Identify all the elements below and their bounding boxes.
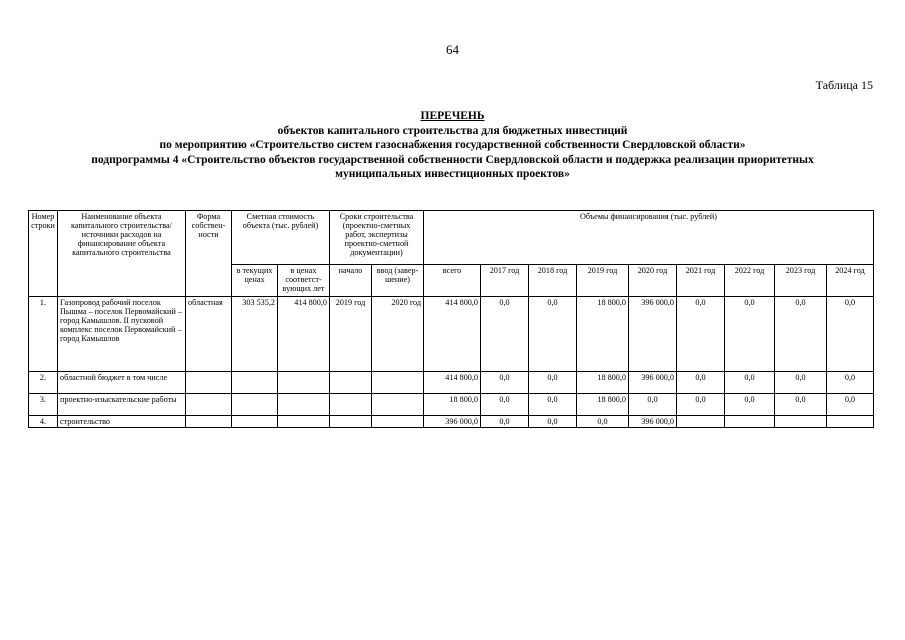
year-value: 18 800,0 <box>577 297 629 372</box>
row-number: 2. <box>29 372 58 394</box>
funding-table <box>28 210 874 428</box>
year-value: 0,0 <box>775 297 827 372</box>
year-value: 0,0 <box>481 416 529 428</box>
header-funding: Объемы финансирования (тыс. рублей) <box>424 211 874 265</box>
header-year: 2020 год <box>629 265 677 297</box>
header-terms: Сроки строительства (проектно-сметных работ, экспертизы проектно-сметной документации) <box>330 211 424 265</box>
header-term-end: ввод (завер-шение) <box>372 265 424 297</box>
total: 414 800,0 <box>424 372 481 394</box>
term-end <box>372 372 424 394</box>
header-cost-current: в текущих ценах <box>232 265 278 297</box>
header-year: 2019 год <box>577 265 629 297</box>
table-label: Таблица 15 <box>815 78 873 92</box>
year-value: 0,0 <box>677 394 725 416</box>
cost-base <box>278 416 330 428</box>
year-value: 0,0 <box>481 372 529 394</box>
object-name: Газопровод рабочий поселок Пышма – поселок Первомайский – город Камышлов. II пусковой комплекс поселок Первомайский – город Камышлов <box>58 297 186 372</box>
year-value: 396 000,0 <box>629 372 677 394</box>
title-line-5: муниципальных инвестиционных проектов» <box>335 168 570 180</box>
header-year: 2024 год <box>827 265 874 297</box>
row-number: 4. <box>29 416 58 428</box>
year-value <box>725 416 775 428</box>
year-value: 0,0 <box>725 394 775 416</box>
year-value: 0,0 <box>775 372 827 394</box>
header-object-name: Наименование объекта капитального строительства/ источники расходов на финансирование объекта капитального строительства <box>58 211 186 297</box>
header-row-number: Номер строки <box>29 211 58 297</box>
year-value: 0,0 <box>725 297 775 372</box>
ownership: областная <box>186 297 232 372</box>
title-line-1: ПЕРЕЧЕНЬ <box>420 110 485 122</box>
header-year: 2022 год <box>725 265 775 297</box>
header-year: 2018 год <box>529 265 577 297</box>
term-start <box>330 372 372 394</box>
ownership <box>186 394 232 416</box>
cost-base <box>278 394 330 416</box>
term-end <box>372 416 424 428</box>
total: 396 000,0 <box>424 416 481 428</box>
object-name: строительство <box>58 416 186 428</box>
year-value: 0,0 <box>529 416 577 428</box>
table-row <box>29 372 874 394</box>
cost-current <box>232 416 278 428</box>
year-value: 0,0 <box>529 297 577 372</box>
year-value: 0,0 <box>677 372 725 394</box>
header-term-start: начало <box>330 265 372 297</box>
object-name: областной бюджет в том числе <box>58 372 186 394</box>
term-start <box>330 394 372 416</box>
term-start <box>330 416 372 428</box>
year-value: 396 000,0 <box>629 297 677 372</box>
object-name: проектно-изыскательские работы <box>58 394 186 416</box>
header-cost-base: в ценах соответст-вующих лет <box>278 265 330 297</box>
year-value: 0,0 <box>827 297 874 372</box>
title-line-4: подпрограммы 4 «Строительство объектов государственной собственности Свердловской области и поддержка реализации приоритетных <box>91 153 814 166</box>
cost-base <box>278 372 330 394</box>
year-value: 0,0 <box>481 297 529 372</box>
term-start: 2019 год <box>330 297 372 372</box>
year-value <box>677 416 725 428</box>
row-number: 1. <box>29 297 58 372</box>
header-total: всего <box>424 265 481 297</box>
year-value: 0,0 <box>677 297 725 372</box>
header-ownership: Форма собствен-ности <box>186 211 232 297</box>
year-value: 0,0 <box>725 372 775 394</box>
cost-current <box>232 372 278 394</box>
header-year: 2017 год <box>481 265 529 297</box>
title-line-3: по мероприятию «Строительство систем газоснабжения государственной собственности Свердловской области» <box>159 139 746 151</box>
cost-current <box>232 394 278 416</box>
year-value: 0,0 <box>529 394 577 416</box>
row-number: 3. <box>29 394 58 416</box>
total: 18 800,0 <box>424 394 481 416</box>
year-value: 0,0 <box>629 394 677 416</box>
year-value: 0,0 <box>481 394 529 416</box>
ownership <box>186 416 232 428</box>
year-value: 0,0 <box>827 372 874 394</box>
header-estimated-cost: Сметная стоимость объекта (тыс. рублей) <box>232 211 330 265</box>
table-row <box>29 416 874 428</box>
document-title <box>0 109 905 182</box>
page-number: 64 <box>446 42 459 57</box>
header-year: 2021 год <box>677 265 725 297</box>
term-end <box>372 394 424 416</box>
table-row <box>29 394 874 416</box>
year-value: 0,0 <box>775 394 827 416</box>
year-value: 0,0 <box>577 416 629 428</box>
term-end: 2020 год <box>372 297 424 372</box>
ownership <box>186 372 232 394</box>
year-value: 396 000,0 <box>629 416 677 428</box>
year-value: 18 800,0 <box>577 372 629 394</box>
table-row <box>29 297 874 372</box>
year-value: 18 800,0 <box>577 394 629 416</box>
year-value: 0,0 <box>827 394 874 416</box>
year-value <box>775 416 827 428</box>
year-value: 0,0 <box>529 372 577 394</box>
cost-base: 414 800,0 <box>278 297 330 372</box>
cost-current: 303 535,2 <box>232 297 278 372</box>
title-line-2: объектов капитального строительства для бюджетных инвестиций <box>277 124 628 137</box>
year-value <box>827 416 874 428</box>
total: 414 800,0 <box>424 297 481 372</box>
header-year: 2023 год <box>775 265 827 297</box>
